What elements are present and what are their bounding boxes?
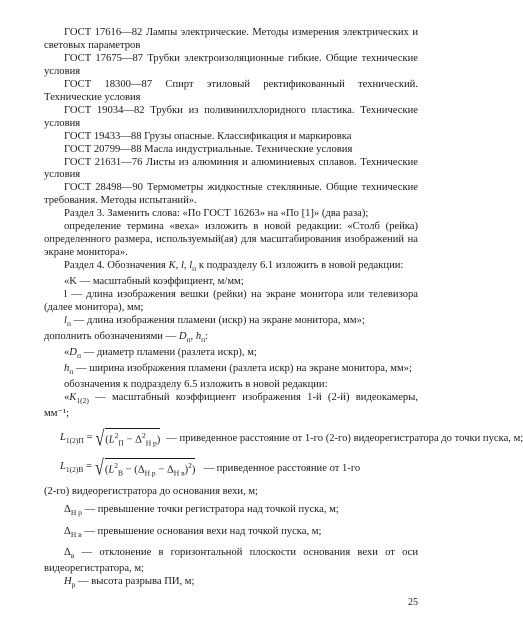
text-line: определение термина «веха» изложить в новой редакции: «Столб (рейка) определенного размера, используемый(ая) для масштабирования изображений на экране монитора». bbox=[44, 221, 418, 259]
text-line: ГОСТ 18300—87 Спирт этиловый ректификованный технический. Технические условия bbox=[44, 78, 418, 103]
text-line: $h_п$ — ширина изображения пламени (разлета искр) на экране монитора, мм»; bbox=[64, 363, 412, 377]
formula-1-text: — приведенное расстояние от 1-го (2-го) видеорегистратора до точки пуска, м; bbox=[166, 433, 523, 445]
document-page bbox=[44, 27, 523, 592]
text-line: дополнить обозначениями — $D_п$, $h_п$: bbox=[44, 331, 209, 345]
text-line: $\Delta_{H в}$ — превышение основания вехи над точкой пуска, м; bbox=[64, 525, 322, 539]
text-segment: — отклонение в горизонтальной плоскости основания вехи от оси видеорегистратора, м; bbox=[44, 546, 418, 574]
section-4-tail: к подразделу 6.1 изложить в новой редакции: bbox=[196, 260, 404, 272]
text-line: $\Delta_{H р}$ — превышение точки регистратора над точкой пуска, м; bbox=[64, 504, 339, 518]
text-segment: — превышение основания вехи над точкой пуска, м; bbox=[81, 525, 322, 537]
formula-2: $L_{1(2)В}$ = √ $(L^2_B - (\Delta_{H р} - \Delta_{H в})^2)$ — приведенное расстояние от 1-го bbox=[60, 457, 361, 480]
text-segment: — высота разрыва ПИ, м; bbox=[75, 575, 195, 587]
formula-2-text: — приведенное расстояние от 1-го bbox=[203, 462, 361, 474]
text-line: ГОСТ 19433—88 Грузы опасные. Классификация и маркировка bbox=[64, 130, 352, 142]
text-line: l — длина изображения вешки (рейки) на экране монитора или телевизора (далее монитора), мм; bbox=[44, 289, 418, 314]
text-segment: дополнить обозначениями — bbox=[44, 331, 179, 343]
page-number: 25 bbox=[408, 597, 418, 608]
text-line: ГОСТ 20799—88 Масла индустриальные. Технические условия bbox=[64, 143, 353, 155]
text-line: Раздел 3. Заменить слова: «По ГОСТ 16263» на «По [1]» (два раза); bbox=[64, 208, 369, 220]
text-line: «K — масштабный коэффициент, м/мм; bbox=[64, 276, 244, 288]
text-line: «$K_{1(2)}$ — масштабный коэффициент изображения 1-й (2-й) видеокамеры, мм⁻¹; bbox=[44, 392, 418, 420]
text-segment: — диаметр пламени (разлета искр), м; bbox=[80, 347, 257, 359]
section-4-intro: Раздел 4. Обозначения bbox=[64, 260, 169, 272]
formula-1: $L_{1(2)П}$ = √ $(L^2_П - \Delta^2_{H р})$ — приведенное расстояние от 1-го (2-го) видеорегистратора до точки пуска, м; bbox=[60, 427, 523, 451]
text-line: Раздел 4. Обозначения K, l, $l_п$ к подразделу 6.1 изложить в новой редакции: bbox=[64, 260, 404, 274]
text-line: ГОСТ 19034—82 Трубки из поливинилхлоридного пластика. Технические условия bbox=[44, 104, 418, 129]
text-line: ГОСТ 28498—90 Термометры жидкостные стеклянные. Общие технические требования. Методы испытаний». bbox=[44, 182, 418, 207]
text-segment: — превышение точки регистратора над точкой пуска, м; bbox=[81, 504, 339, 516]
text-line: $l_п$ — длина изображения пламени (искр) на экране монитора, мм»; bbox=[64, 315, 365, 329]
text-line: ГОСТ 17616—82 Лампы электрические. Методы измерения электрических и световых параметров bbox=[44, 27, 418, 51]
text-line: $H_р$ — высота разрыва ПИ, м; bbox=[64, 575, 195, 589]
text-line: «$D_п$ — диаметр пламени (разлета искр), м; bbox=[64, 347, 257, 361]
text-segment: — длина изображения пламени (искр) на экране монитора, мм»; bbox=[70, 315, 365, 327]
text-line: $\Delta_в$ — отклонение в горизонтальной плоскости основания вехи от оси видеорегистратора, м; bbox=[44, 546, 418, 574]
text-line: ГОСТ 21631—76 Листы из алюминия и алюминиевых сплавов. Технические условия bbox=[44, 156, 418, 181]
text-line: обозначения к подразделу 6.5 изложить в новой редакции: bbox=[64, 379, 328, 391]
text-line: ГОСТ 17675—87 Трубки электроизоляционные гибкие. Общие технические условия bbox=[44, 52, 418, 77]
text-segment: — ширина изображения пламени (разлета искр) на экране монитора, мм»; bbox=[73, 363, 412, 375]
text-line: (2-го) видеорегистратора до основания вехи, м; bbox=[44, 486, 259, 498]
text-segment: — масштабный коэффициент изображения 1-й (2-й) видеокамеры, мм⁻¹; bbox=[44, 392, 418, 420]
